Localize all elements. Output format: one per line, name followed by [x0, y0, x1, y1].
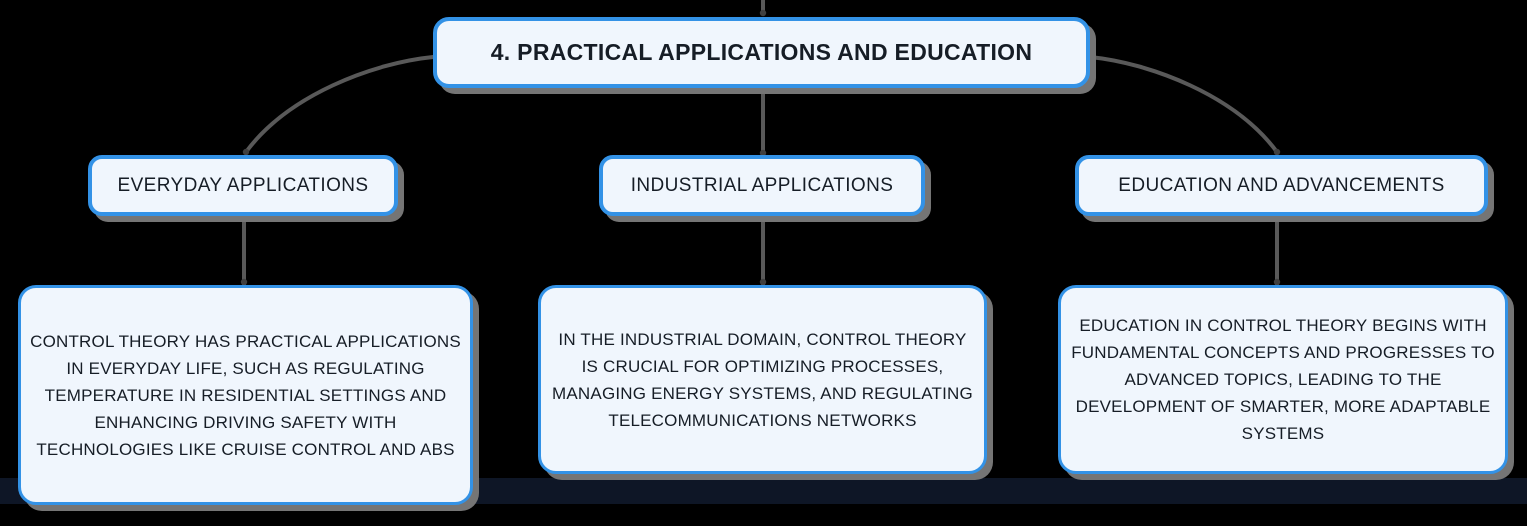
connector-root-to-right — [1090, 57, 1277, 152]
branch-title-label: EVERYDAY APPLICATIONS — [117, 174, 369, 196]
branch-title-everyday-applications[interactable] — [88, 155, 398, 216]
branch-description-industrial-applications[interactable] — [538, 285, 987, 474]
branch-title-education-and-advancements[interactable] — [1075, 155, 1488, 216]
branch-description-text: EDUCATION IN CONTROL THEORY BEGINS WITH FUNDAMENTAL CONCEPTS AND PROGRESSES TO ADVANCED TOPICS, LEADING TO THE DEVELOPMENT OF SMARTER, MORE ADAPTABLE SYSTEMS — [1071, 316, 1495, 443]
branch-description-education-and-advancements[interactable] — [1058, 285, 1508, 474]
connector-dot — [760, 10, 766, 16]
branch-description-text: CONTROL THEORY HAS PRACTICAL APPLICATIONS IN EVERYDAY LIFE, SUCH AS REGULATING TEMPERATURE IN RESIDENTIAL SETTINGS AND ENHANCING DRIVING SAFETY WITH TECHNOLOGIES LIKE CRUISE CONTROL AND ABS — [30, 331, 461, 459]
branch-title-industrial-applications[interactable] — [599, 155, 925, 216]
branch-description-text: IN THE INDUSTRIAL DOMAIN, CONTROL THEORY IS CRUCIAL FOR OPTIMIZING PROCESSES, MANAGING ENERGY SYSTEMS, AND REGULATING TELECOMMUNICATIONS NETWORKS — [552, 329, 973, 430]
branch-title-label: EDUCATION AND ADVANCEMENTS — [1118, 174, 1445, 196]
branch-description-everyday-applications[interactable] — [18, 285, 473, 505]
connector-root-to-left — [246, 57, 433, 152]
root-node-label: 4. PRACTICAL APPLICATIONS AND EDUCATION — [490, 39, 1033, 65]
root-node[interactable] — [433, 17, 1090, 88]
branch-title-label: INDUSTRIAL APPLICATIONS — [630, 174, 894, 196]
